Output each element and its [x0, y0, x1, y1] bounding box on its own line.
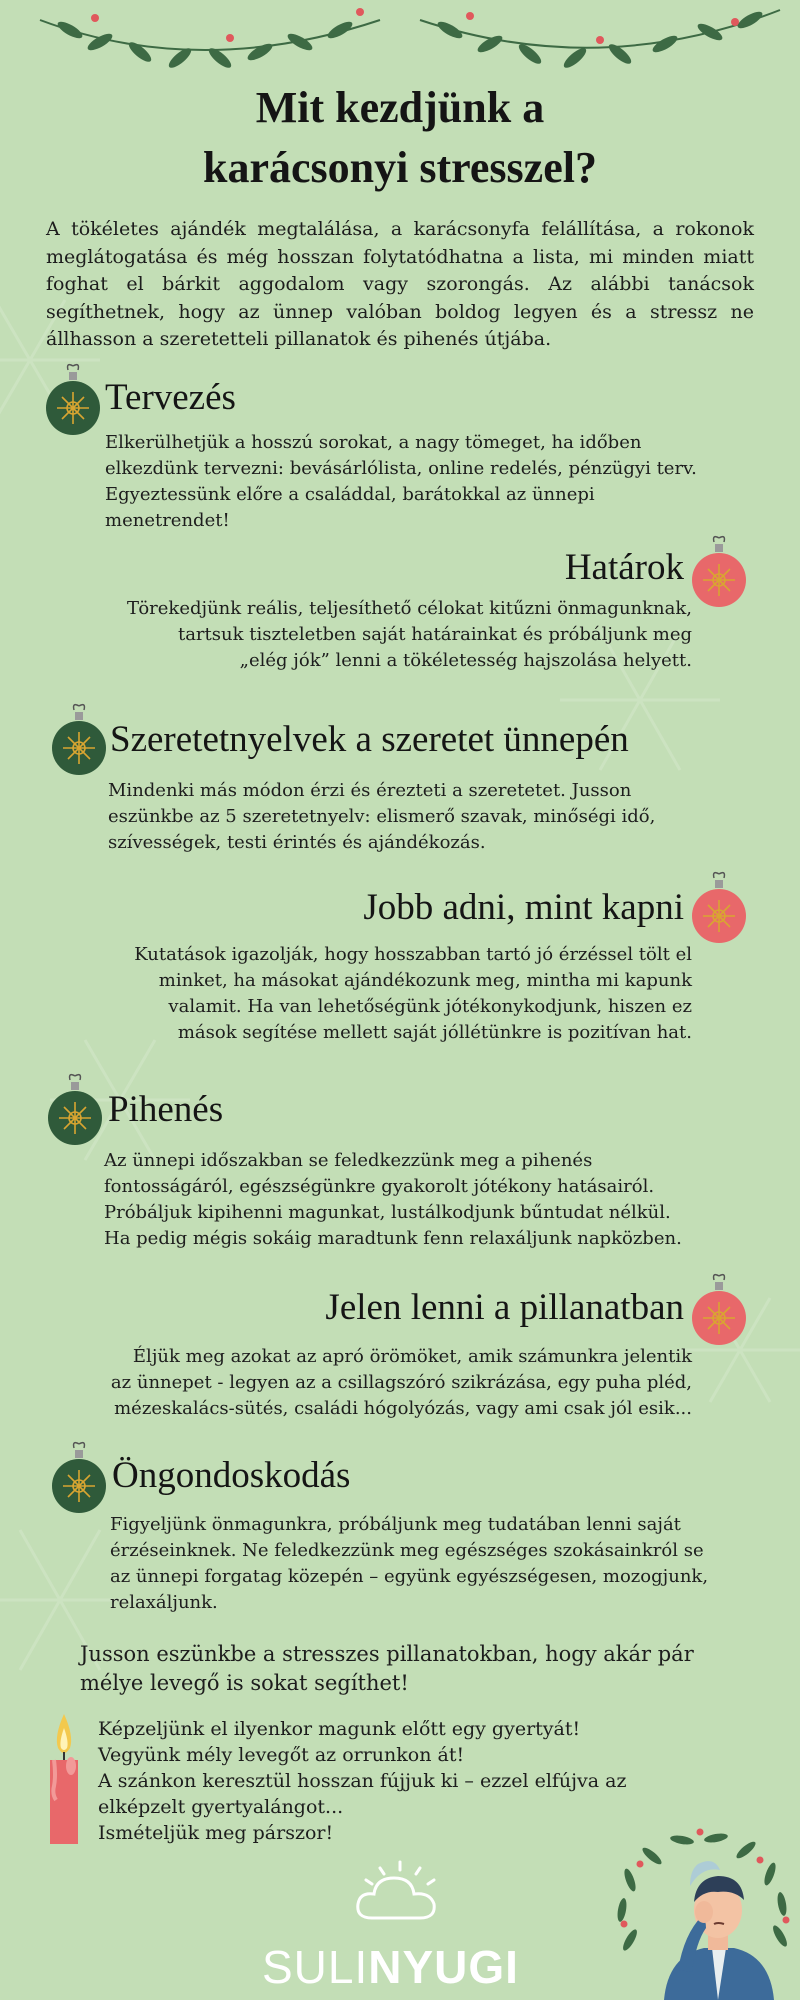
section-line: mézeskalács-sütés, családi hógolyózás, vagy ami csak jól esik... [114, 1398, 692, 1419]
section-line: Az ünnepi időszakban se feledkezzünk meg a pihenés [104, 1150, 593, 1171]
list-item: A szánkon keresztül hosszan fújjuk ki – ezzel elfújva az [98, 1770, 627, 1792]
section-body-jelen-lenni [111, 1344, 692, 1422]
section-line: Egyeztessünk előre a családdal, barátokkal az ünnepi [105, 484, 595, 505]
section-line: Kutatások igazolják, hogy hosszabban tartó jó érzéssel tölt el [134, 944, 692, 965]
section-line: Törekedjünk reális, teljesíthető célokat kitűzni önmagunknak, [127, 598, 692, 619]
section-line: mások segítése mellett saját jóllétünkre is pozitívan hat. [177, 1022, 692, 1043]
section-line: tartsuk tiszteletben saját határainkat és próbáljunk meg [177, 624, 692, 645]
closing-line2: mélye levegő is sokat segíthet! [80, 1671, 409, 1695]
stressed-person-illustration [654, 1850, 784, 2000]
ornament-red-icon [690, 870, 748, 944]
cloud-sun-icon [350, 1860, 450, 1930]
ornament-red-icon [690, 534, 748, 608]
ornament-green-icon [44, 362, 102, 436]
logo-light: SULI [262, 1941, 369, 1993]
intro-paragraph: A tökéletes ajándék megtalálása, a karácsonyfa felállítása, a rokonok meglátogatása és még hosszan folytatódhatna a lista, mi minden miatt foghat el bárkit aggodalom vagy szorongás. Az alábbi tanácsok segíthetnek, hogy az ünnep valóban boldog legyen és a stressz ne állhasson a szeretetteli pillanatok és pihenés útjába. [46, 218, 754, 350]
page-title-line1: Mit kezdjünk a [255, 83, 545, 132]
section-line: fontosságáról, egészségünkre gyakorolt jótékony hatásairól. [104, 1176, 655, 1197]
section-body-pihenes [104, 1148, 682, 1252]
section-line: Figyeljünk önmagunkra, próbáljunk meg tudatában lenni saját [110, 1514, 681, 1535]
section-body-szeretetnyelvek [108, 778, 655, 856]
sulinyugi-logo [262, 1940, 519, 1994]
section-heading-pihenes: Pihenés [108, 1089, 224, 1130]
section-line: Elkerülhetjük a hosszú sorokat, a nagy tömeget, ha időben [105, 432, 642, 453]
section-heading-tervezes: Tervezés [105, 377, 236, 418]
ornament-green-icon [46, 1072, 104, 1146]
closing-line1: Jusson eszünkbe a stresszes pillanatokban, hogy akár pár [80, 1642, 694, 1666]
section-line: szívességek, testi érintés és ajándékozás. [108, 832, 486, 853]
closing-text [80, 1640, 760, 1698]
logo-bold: NYUGI [368, 1941, 519, 1993]
list-item: Vegyünk mély levegőt az orrunkon át! [98, 1744, 465, 1766]
section-body-jobb-adni [134, 942, 692, 1046]
section-line: Próbáljuk kipihenni magunkat, lustálkodjunk bűntudat nélkül. [104, 1202, 671, 1223]
section-body-tervezes [105, 430, 697, 534]
section-line: eszünkbe az 5 szeretetnyelv: elismerő szavak, minőségi idő, [108, 806, 656, 827]
section-line: menetrendet! [105, 510, 230, 531]
list-item: Képzeljünk el ilyenkor magunk előtt egy gyertyát! [98, 1718, 581, 1740]
section-heading-hatarok: Határok [564, 547, 684, 588]
section-heading-jobb-adni: Jobb adni, mint kapni [363, 887, 684, 928]
section-heading-szeretetnyelvek: Szeretetnyelvek a szeretet ünnepén [110, 719, 629, 760]
section-heading-jelen-lenni: Jelen lenni a pillanatban [325, 1287, 684, 1328]
section-line: Mindenki más módon érzi és érezteti a szeretetet. Jusson [108, 780, 632, 801]
section-line: az ünnepi forgatag közepén – együnk egyészségesen, mozogjunk, [110, 1566, 709, 1587]
section-line: minket, ha másokat ajándékozunk meg, mintha mi kapunk [158, 970, 692, 991]
section-line: „elég jók” lenni a tökéletesség hajszolása helyett. [239, 650, 692, 671]
pine-garland-icon [0, 0, 800, 80]
section-body-ongondoskodas [110, 1512, 708, 1616]
section-heading-ongondoskodas: Öngondoskodás [112, 1455, 351, 1496]
list-item: elképzelt gyertyalángot... [98, 1796, 344, 1818]
section-line: valamit. Ha van lehetőségünk jótékonykodjunk, hiszen ez [168, 996, 692, 1017]
list-item: Ismételjük meg párszor! [98, 1822, 334, 1844]
page-title [0, 78, 800, 198]
section-line: Ha pedig mégis sokáig maradtunk fenn relaxáljunk napközben. [104, 1228, 682, 1249]
section-line: az ünnepet - legyen az a csillagszóró szikrázása, egy puha pléd, [110, 1372, 692, 1393]
candle-icon [44, 1714, 84, 1844]
ornament-green-icon [50, 702, 108, 776]
section-line: Éljük meg azokat az apró örömöket, amik számunkra jelentik [132, 1346, 692, 1367]
page-title-line2: karácsonyi stresszel? [203, 143, 597, 192]
ornament-green-icon [50, 1440, 108, 1514]
section-line: relaxáljunk. [110, 1592, 218, 1613]
section-body-hatarok [127, 596, 692, 674]
section-line: elkezdünk tervezni: bevásárlólista, online redelés, pénzügyi terv. [105, 458, 697, 479]
ornament-red-icon [690, 1272, 748, 1346]
section-line: érzéseinknek. Ne feledkezzünk meg egészséges szokásainkról se [110, 1540, 704, 1561]
